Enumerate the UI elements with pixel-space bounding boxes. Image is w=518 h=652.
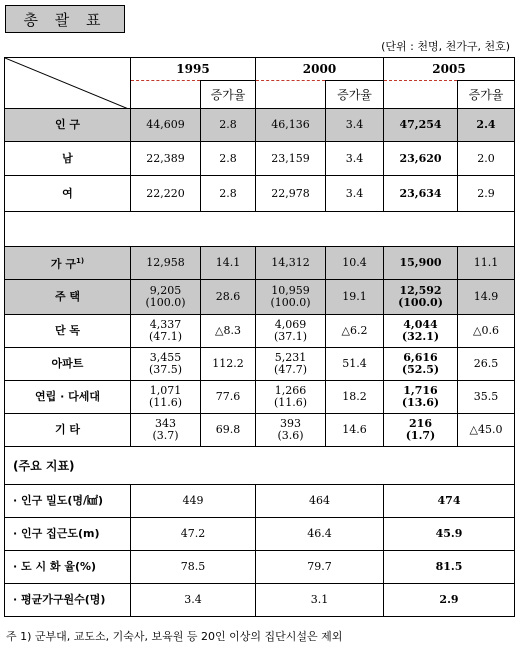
cell-rate: 28.6: [201, 280, 256, 315]
table-row: [5, 176, 515, 212]
table-row: [5, 518, 515, 551]
value-header-2000: [256, 81, 326, 109]
cell-value: 44,609: [131, 109, 201, 142]
cell-value: 12,592 (100.0): [384, 280, 458, 315]
row-label: 주 택: [5, 280, 131, 315]
indicator-value: 79.7: [256, 551, 384, 584]
cell-value: 14,312: [256, 247, 326, 280]
cell-value: 1,071 (11.6): [131, 381, 201, 414]
indicator-value: 474: [384, 485, 515, 518]
cell-value: 10,959 (100.0): [256, 280, 326, 315]
cell-rate: 3.4: [326, 176, 384, 212]
corner-cell: [5, 58, 131, 109]
cell-value: 4,044 (32.1): [384, 315, 458, 348]
table-row: [5, 485, 515, 518]
cell-rate: 26.5: [458, 348, 515, 381]
table-row: [5, 551, 515, 584]
year-2005: 2005: [384, 58, 515, 81]
table-row: [5, 109, 515, 142]
cell-rate: △6.2: [326, 315, 384, 348]
indicator-value: 81.5: [384, 551, 515, 584]
cell-value: 23,634: [384, 176, 458, 212]
cell-rate: 112.2: [201, 348, 256, 381]
cell-rate: 10.4: [326, 247, 384, 280]
indicator-value: 46.4: [256, 518, 384, 551]
indicators-title-row: [5, 447, 515, 485]
cell-rate: 19.1: [326, 280, 384, 315]
cell-rate: 11.1: [458, 247, 515, 280]
cell-value: 23,620: [384, 142, 458, 176]
table-row: [5, 348, 515, 381]
cell-rate: 14.6: [326, 414, 384, 447]
cell-value: 3,455 (37.5): [131, 348, 201, 381]
indicator-value: 464: [256, 485, 384, 518]
cell-rate: 14.1: [201, 247, 256, 280]
cell-rate: 3.4: [326, 109, 384, 142]
header-year-row: [5, 58, 515, 81]
cell-value: 22,389: [131, 142, 201, 176]
indicator-value: 2.9: [384, 584, 515, 617]
table-row: [5, 584, 515, 617]
row-label: 연립 · 다세대: [5, 381, 131, 414]
rate-header-1995: 증가율: [201, 81, 256, 109]
indicator-value: 3.1: [256, 584, 384, 617]
cell-value: 1,266 (11.6): [256, 381, 326, 414]
cell-value: 47,254: [384, 109, 458, 142]
cell-rate: 18.2: [326, 381, 384, 414]
table-title: 총 괄 표: [5, 5, 125, 33]
cell-value: 4,337 (47.1): [131, 315, 201, 348]
footnote: 주 1) 군부대, 교도소, 기숙사, 보육원 등 20인 이상의 집단시설은 제외: [6, 630, 343, 643]
unit-note: (단위 : 천명, 천가구, 천호): [381, 40, 510, 53]
cell-value: 6,616 (52.5): [384, 348, 458, 381]
table-row: [5, 142, 515, 176]
cell-value: 22,978: [256, 176, 326, 212]
cell-rate: 2.4: [458, 109, 515, 142]
row-label: 기 타: [5, 414, 131, 447]
row-label: 남: [5, 142, 131, 176]
cell-rate: 2.9: [458, 176, 515, 212]
cell-value: 4,069 (37.1): [256, 315, 326, 348]
cell-rate: 69.8: [201, 414, 256, 447]
year-2000: 2000: [256, 58, 384, 81]
cell-value: 1,716 (13.6): [384, 381, 458, 414]
row-label: 인 구: [5, 109, 131, 142]
row-label: 아파트: [5, 348, 131, 381]
table-row: [5, 381, 515, 414]
spacer-row: [5, 212, 515, 247]
cell-value: 393 (3.6): [256, 414, 326, 447]
table-row: [5, 280, 515, 315]
cell-rate: 2.8: [201, 109, 256, 142]
indicator-value: 47.2: [131, 518, 256, 551]
cell-value: 15,900: [384, 247, 458, 280]
indicator-value: 449: [131, 485, 256, 518]
rate-header-2005: 증가율: [458, 81, 515, 109]
row-label: 여: [5, 176, 131, 212]
indicators-title: (주요 지표): [5, 447, 515, 485]
cell-rate: △0.6: [458, 315, 515, 348]
table-row: [5, 315, 515, 348]
cell-value: 23,159: [256, 142, 326, 176]
row-label: 가 구$^{1)}$: [5, 247, 131, 280]
indicator-label: · 인구 밀도(명/㎢): [5, 485, 131, 518]
cell-rate: 51.4: [326, 348, 384, 381]
cell-rate: 2.8: [201, 176, 256, 212]
value-header-2005: [384, 81, 458, 109]
indicator-value: 3.4: [131, 584, 256, 617]
cell-value: 46,136: [256, 109, 326, 142]
table-row: [5, 247, 515, 280]
indicator-label: · 평균가구원수(명): [5, 584, 131, 617]
value-header-1995: [131, 81, 201, 109]
diagonal-line: [5, 58, 131, 109]
cell-rate: 77.6: [201, 381, 256, 414]
spacer-cell: [5, 212, 515, 247]
year-1995: 1995: [131, 58, 256, 81]
cell-rate: 2.8: [201, 142, 256, 176]
rate-header-2000: 증가율: [326, 81, 384, 109]
cell-rate: △8.3: [201, 315, 256, 348]
cell-value: 22,220: [131, 176, 201, 212]
indicator-value: 45.9: [384, 518, 515, 551]
cell-rate: 2.0: [458, 142, 515, 176]
cell-rate: 14.9: [458, 280, 515, 315]
cell-value: 216 (1.7): [384, 414, 458, 447]
cell-value: 9,205 (100.0): [131, 280, 201, 315]
cell-rate: △45.0: [458, 414, 515, 447]
row-label: 단 독: [5, 315, 131, 348]
cell-value: 5,231 (47.7): [256, 348, 326, 381]
summary-table: [4, 57, 515, 617]
indicator-label: · 인구 집근도(m): [5, 518, 131, 551]
cell-rate: 35.5: [458, 381, 515, 414]
cell-value: 12,958: [131, 247, 201, 280]
cell-value: 343 (3.7): [131, 414, 201, 447]
cell-rate: 3.4: [326, 142, 384, 176]
indicator-label: · 도 시 화 율(%): [5, 551, 131, 584]
indicator-value: 78.5: [131, 551, 256, 584]
table-row: [5, 414, 515, 447]
